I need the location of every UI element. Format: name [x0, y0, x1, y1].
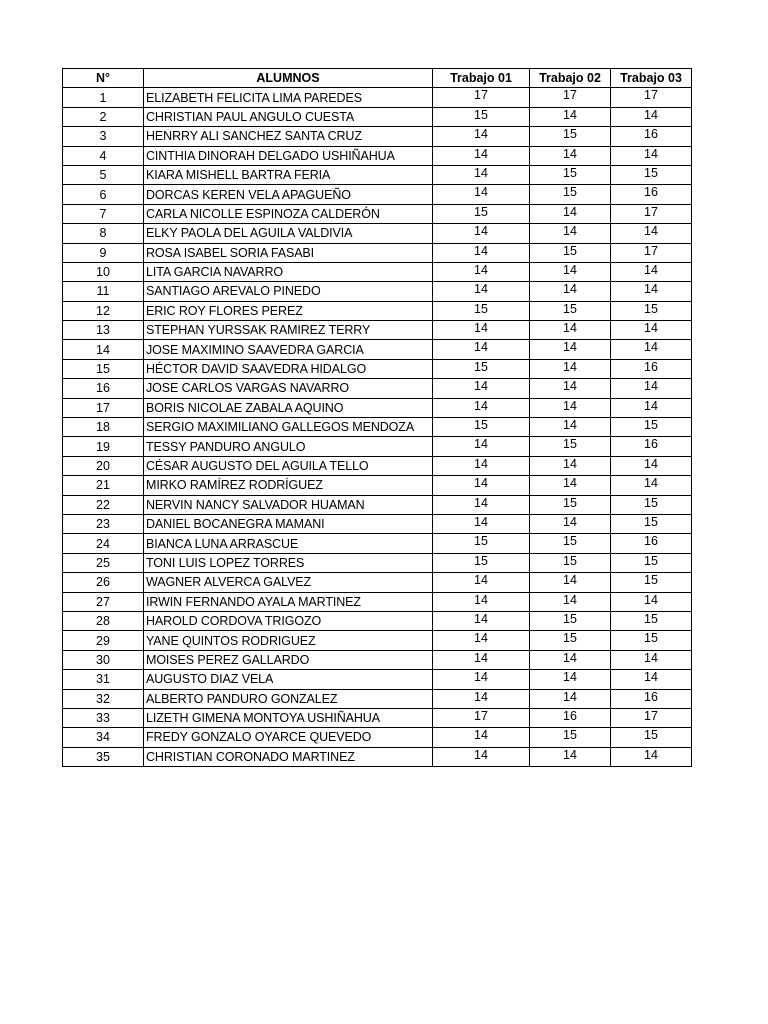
grade-work-1: 14 [433, 747, 530, 766]
grade-work-1: 15 [433, 418, 530, 437]
student-name: YANE QUINTOS RODRIGUEZ [144, 631, 433, 650]
grade-work-3: 14 [611, 340, 692, 359]
row-number: 23 [63, 514, 144, 533]
header-work-3: Trabajo 03 [611, 69, 692, 88]
grade-work-3: 15 [611, 611, 692, 630]
grade-work-1: 14 [433, 650, 530, 669]
row-number: 20 [63, 456, 144, 475]
student-name: ERIC ROY FLORES PEREZ [144, 301, 433, 320]
student-name: CÉSAR AUGUSTO DEL AGUILA TELLO [144, 456, 433, 475]
grade-work-2: 15 [530, 243, 611, 262]
grade-work-3: 14 [611, 456, 692, 475]
grade-work-1: 14 [433, 689, 530, 708]
grade-work-1: 15 [433, 301, 530, 320]
row-number: 28 [63, 611, 144, 630]
grade-work-1: 15 [433, 359, 530, 378]
grade-work-3: 14 [611, 398, 692, 417]
row-number: 26 [63, 573, 144, 592]
student-name: NERVIN NANCY SALVADOR HUAMAN [144, 495, 433, 514]
grade-work-1: 14 [433, 670, 530, 689]
table-row [63, 728, 692, 747]
row-number: 31 [63, 670, 144, 689]
student-name: LITA GARCIA NAVARRO [144, 262, 433, 281]
table-row [63, 747, 692, 766]
student-name: CHRISTIAN CORONADO MARTINEZ [144, 747, 433, 766]
student-name: ELKY PAOLA DEL AGUILA VALDIVIA [144, 224, 433, 243]
table-row [63, 165, 692, 184]
row-number: 25 [63, 553, 144, 572]
row-number: 8 [63, 224, 144, 243]
grade-work-2: 14 [530, 398, 611, 417]
grade-work-3: 14 [611, 476, 692, 495]
grade-work-3: 14 [611, 670, 692, 689]
table-row [63, 88, 692, 107]
student-name: FREDY GONZALO OYARCE QUEVEDO [144, 728, 433, 747]
grade-work-3: 16 [611, 689, 692, 708]
grade-work-3: 16 [611, 534, 692, 553]
table-row [63, 301, 692, 320]
grade-work-3: 14 [611, 379, 692, 398]
grade-work-2: 14 [530, 340, 611, 359]
student-name: CHRISTIAN PAUL ANGULO CUESTA [144, 107, 433, 126]
row-number: 30 [63, 650, 144, 669]
grade-work-2: 17 [530, 88, 611, 107]
row-number: 5 [63, 165, 144, 184]
student-name: HENRRY ALI SANCHEZ SANTA CRUZ [144, 127, 433, 146]
table-row [63, 340, 692, 359]
grade-work-1: 14 [433, 437, 530, 456]
grade-work-3: 14 [611, 321, 692, 340]
grade-work-2: 14 [530, 650, 611, 669]
row-number: 12 [63, 301, 144, 320]
row-number: 35 [63, 747, 144, 766]
table-row [63, 262, 692, 281]
table-row [63, 418, 692, 437]
grade-work-2: 14 [530, 670, 611, 689]
grade-work-2: 14 [530, 456, 611, 475]
student-name: ROSA ISABEL SORIA FASABI [144, 243, 433, 262]
grade-work-1: 14 [433, 728, 530, 747]
table-row [63, 495, 692, 514]
table-row [63, 127, 692, 146]
grade-work-1: 17 [433, 708, 530, 727]
row-number: 13 [63, 321, 144, 340]
row-number: 7 [63, 204, 144, 223]
grade-work-2: 14 [530, 282, 611, 301]
row-number: 22 [63, 495, 144, 514]
table-row [63, 204, 692, 223]
student-name: AUGUSTO DIAZ VELA [144, 670, 433, 689]
table-row [63, 708, 692, 727]
grade-work-2: 14 [530, 418, 611, 437]
grade-work-2: 14 [530, 107, 611, 126]
grade-work-2: 14 [530, 262, 611, 281]
student-name: HÉCTOR DAVID SAAVEDRA HIDALGO [144, 359, 433, 378]
grade-work-3: 15 [611, 514, 692, 533]
grade-work-1: 14 [433, 340, 530, 359]
table-row [63, 146, 692, 165]
student-name: STEPHAN YURSSAK RAMIREZ TERRY [144, 321, 433, 340]
table-row [63, 282, 692, 301]
grade-work-3: 15 [611, 728, 692, 747]
row-number: 21 [63, 476, 144, 495]
student-name: DORCAS KEREN VELA APAGUEÑO [144, 185, 433, 204]
grade-work-3: 15 [611, 553, 692, 572]
grade-work-2: 15 [530, 495, 611, 514]
row-number: 9 [63, 243, 144, 262]
grade-work-3: 17 [611, 708, 692, 727]
header-row [63, 69, 692, 88]
table-row [63, 689, 692, 708]
header-number: N° [63, 69, 144, 88]
grade-work-2: 15 [530, 553, 611, 572]
table-row [63, 321, 692, 340]
grade-work-2: 15 [530, 301, 611, 320]
grade-work-1: 14 [433, 476, 530, 495]
grade-work-3: 14 [611, 107, 692, 126]
student-name: KIARA MISHELL BARTRA FERIA [144, 165, 433, 184]
grade-work-3: 14 [611, 650, 692, 669]
student-name: IRWIN FERNANDO AYALA MARTINEZ [144, 592, 433, 611]
table-row [63, 553, 692, 572]
grade-work-3: 15 [611, 631, 692, 650]
student-name: ALBERTO PANDURO GONZALEZ [144, 689, 433, 708]
grade-work-2: 14 [530, 359, 611, 378]
grade-work-2: 14 [530, 689, 611, 708]
grade-work-2: 14 [530, 747, 611, 766]
student-name: CINTHIA DINORAH DELGADO USHIÑAHUA [144, 146, 433, 165]
table-row [63, 650, 692, 669]
student-name: MIRKO RAMÍREZ RODRÍGUEZ [144, 476, 433, 495]
student-name: JOSE CARLOS VARGAS NAVARRO [144, 379, 433, 398]
grade-work-1: 14 [433, 282, 530, 301]
student-name: LIZETH GIMENA MONTOYA USHIÑAHUA [144, 708, 433, 727]
table-row [63, 611, 692, 630]
table-row [63, 456, 692, 475]
grade-work-2: 16 [530, 708, 611, 727]
row-number: 17 [63, 398, 144, 417]
grade-work-2: 14 [530, 146, 611, 165]
table-row [63, 379, 692, 398]
grade-work-1: 14 [433, 456, 530, 475]
grade-work-1: 14 [433, 514, 530, 533]
row-number: 29 [63, 631, 144, 650]
student-name: TESSY PANDURO ANGULO [144, 437, 433, 456]
grade-work-2: 15 [530, 631, 611, 650]
table-row [63, 398, 692, 417]
row-number: 4 [63, 146, 144, 165]
grade-work-1: 14 [433, 224, 530, 243]
grade-work-1: 15 [433, 553, 530, 572]
student-name: CARLA NICOLLE ESPINOZA CALDERÓN [144, 204, 433, 223]
grade-work-1: 14 [433, 146, 530, 165]
grade-work-1: 14 [433, 165, 530, 184]
grade-work-3: 17 [611, 204, 692, 223]
grade-work-2: 14 [530, 204, 611, 223]
grade-work-2: 14 [530, 321, 611, 340]
row-number: 3 [63, 127, 144, 146]
table-row [63, 670, 692, 689]
row-number: 14 [63, 340, 144, 359]
row-number: 27 [63, 592, 144, 611]
grade-work-2: 15 [530, 185, 611, 204]
row-number: 2 [63, 107, 144, 126]
row-number: 6 [63, 185, 144, 204]
grade-work-1: 14 [433, 379, 530, 398]
student-name: JOSE MAXIMINO SAAVEDRA GARCIA [144, 340, 433, 359]
grade-work-3: 16 [611, 437, 692, 456]
grade-work-2: 14 [530, 514, 611, 533]
row-number: 16 [63, 379, 144, 398]
row-number: 19 [63, 437, 144, 456]
grade-work-1: 15 [433, 534, 530, 553]
header-student: ALUMNOS [144, 69, 433, 88]
grade-work-1: 17 [433, 88, 530, 107]
grade-work-3: 15 [611, 418, 692, 437]
grade-work-3: 14 [611, 747, 692, 766]
grade-work-2: 15 [530, 127, 611, 146]
grade-work-2: 14 [530, 476, 611, 495]
student-name: BORIS NICOLAE ZABALA AQUINO [144, 398, 433, 417]
student-name: DANIEL BOCANEGRA MAMANI [144, 514, 433, 533]
grade-work-3: 17 [611, 243, 692, 262]
row-number: 34 [63, 728, 144, 747]
row-number: 15 [63, 359, 144, 378]
student-name: SERGIO MAXIMILIANO GALLEGOS MENDOZA [144, 418, 433, 437]
grade-work-2: 15 [530, 165, 611, 184]
table-row [63, 592, 692, 611]
grade-work-2: 15 [530, 534, 611, 553]
grade-work-1: 14 [433, 592, 530, 611]
table-row [63, 243, 692, 262]
table-row [63, 476, 692, 495]
grade-work-1: 14 [433, 262, 530, 281]
grade-work-2: 15 [530, 728, 611, 747]
grade-work-1: 15 [433, 107, 530, 126]
grade-work-1: 14 [433, 573, 530, 592]
grade-work-1: 14 [433, 185, 530, 204]
student-name: WAGNER ALVERCA GALVEZ [144, 573, 433, 592]
grade-work-3: 14 [611, 146, 692, 165]
table-row [63, 224, 692, 243]
row-number: 11 [63, 282, 144, 301]
header-work-2: Trabajo 02 [530, 69, 611, 88]
grade-work-3: 17 [611, 88, 692, 107]
student-name: MOISES PEREZ GALLARDO [144, 650, 433, 669]
student-name: SANTIAGO AREVALO PINEDO [144, 282, 433, 301]
grade-work-1: 14 [433, 495, 530, 514]
grade-work-1: 14 [433, 631, 530, 650]
grade-work-2: 14 [530, 573, 611, 592]
table-body [63, 88, 692, 767]
grade-work-3: 15 [611, 301, 692, 320]
grade-work-2: 14 [530, 592, 611, 611]
table-row [63, 514, 692, 533]
row-number: 24 [63, 534, 144, 553]
row-number: 32 [63, 689, 144, 708]
grade-work-3: 14 [611, 592, 692, 611]
grade-work-2: 15 [530, 611, 611, 630]
grade-work-3: 14 [611, 282, 692, 301]
table-row [63, 185, 692, 204]
grade-work-3: 15 [611, 573, 692, 592]
table-row [63, 631, 692, 650]
grade-work-3: 16 [611, 359, 692, 378]
table-row [63, 573, 692, 592]
grade-work-1: 15 [433, 204, 530, 223]
table-row [63, 107, 692, 126]
student-name: ELIZABETH FELICITA LIMA PAREDES [144, 88, 433, 107]
table-row [63, 359, 692, 378]
row-number: 1 [63, 88, 144, 107]
table-row [63, 534, 692, 553]
grade-work-1: 14 [433, 127, 530, 146]
grade-work-1: 14 [433, 398, 530, 417]
grade-work-2: 14 [530, 224, 611, 243]
row-number: 18 [63, 418, 144, 437]
header-work-1: Trabajo 01 [433, 69, 530, 88]
grade-work-3: 16 [611, 127, 692, 146]
table-row [63, 437, 692, 456]
grade-work-2: 15 [530, 437, 611, 456]
grade-work-3: 15 [611, 495, 692, 514]
grades-table [62, 68, 692, 767]
grade-work-1: 14 [433, 611, 530, 630]
grade-work-3: 16 [611, 185, 692, 204]
grade-work-3: 14 [611, 262, 692, 281]
grade-work-3: 14 [611, 224, 692, 243]
grade-work-2: 14 [530, 379, 611, 398]
row-number: 33 [63, 708, 144, 727]
student-name: HAROLD CORDOVA TRIGOZO [144, 611, 433, 630]
student-name: BIANCA LUNA ARRASCUE [144, 534, 433, 553]
grade-work-1: 14 [433, 321, 530, 340]
student-name: TONI LUIS LOPEZ TORRES [144, 553, 433, 572]
grade-work-1: 14 [433, 243, 530, 262]
row-number: 10 [63, 262, 144, 281]
grade-work-3: 15 [611, 165, 692, 184]
